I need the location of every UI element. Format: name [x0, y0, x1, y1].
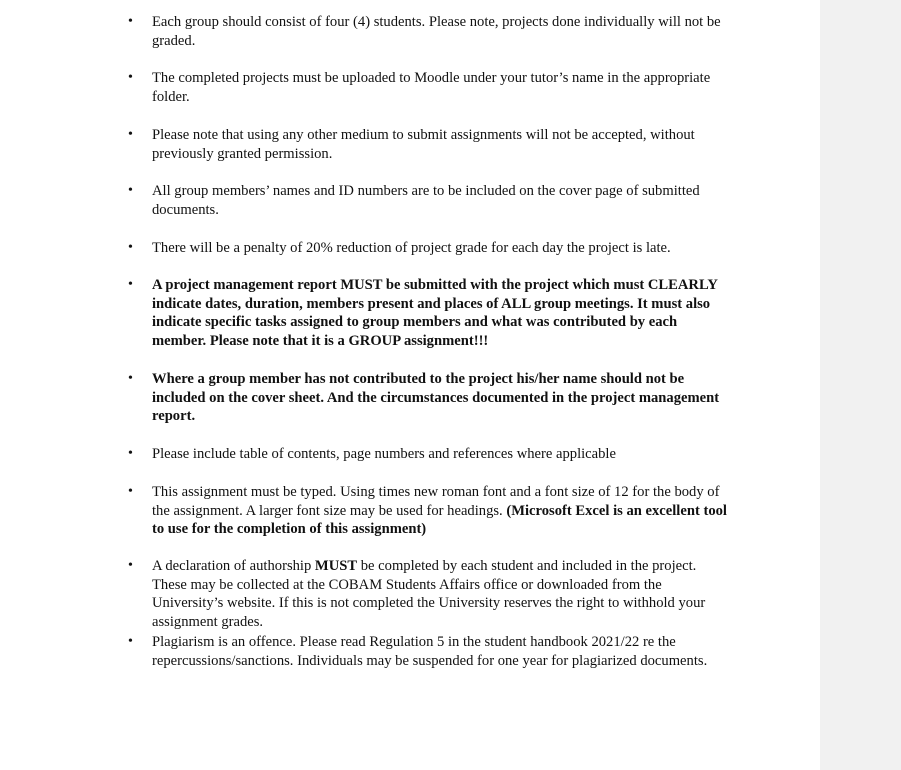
- item-text-bold: Where a group member has not contributed to the project his/her name should not be included on the cover sheet. And the circumstances documented in the project management report.: [152, 371, 720, 424]
- bullet-marker: •: [128, 277, 133, 292]
- list-item: [128, 13, 727, 50]
- bullet-marker: •: [128, 70, 133, 85]
- list-item: [128, 557, 727, 631]
- bullet-marker: •: [128, 371, 133, 386]
- item-text: A declaration of authorship: [152, 558, 315, 574]
- bullet-marker: •: [128, 14, 133, 29]
- item-text: The completed projects must be uploaded to Moodle under your tutor’s name in the appropriate folder.: [152, 70, 711, 105]
- bullet-marker: •: [128, 446, 133, 461]
- item-text: Please include table of contents, page numbers and references where applicable: [152, 446, 616, 462]
- list-item: [128, 69, 727, 106]
- list-item: [128, 182, 727, 219]
- bullet-marker: •: [128, 127, 133, 142]
- item-text-bold: (Microsoft Excel is an excellent tool to use for the completion of this assignment): [152, 502, 727, 537]
- item-text: Plagiarism is an offence. Please read Regulation 5 in the student handbook 2021/22 re the repercussions/sanctions. Individuals may be suspended for one year for plagiarized documents.: [152, 634, 708, 669]
- list-item: [128, 483, 727, 539]
- bullet-marker: •: [128, 183, 133, 198]
- list-item: [128, 633, 727, 670]
- item-text: Each group should consist of four (4) students. Please note, projects done individually will not be graded.: [152, 14, 721, 49]
- item-text: be completed by each student and included in the project. These may be collected at the COBAM Students Affairs office or downloaded from the University’s website. If this is not completed the University reserves the right to withhold your assignment grades.: [152, 558, 706, 630]
- bullet-marker: •: [128, 558, 133, 573]
- bullet-marker: •: [128, 634, 133, 649]
- list-item: [128, 239, 727, 258]
- item-text: There will be a penalty of 20% reduction of project grade for each day the project is late.: [152, 240, 671, 256]
- list-item: [128, 126, 727, 163]
- item-text-bold: A project management report MUST be submitted with the project which must CLEARLY indicate dates, duration, members present and places of ALL group meetings. It must also indicate specific tasks assigned to group members and what was contributed by each member. Please note that it is a GROUP assignment!!!: [152, 277, 718, 349]
- list-item: [128, 276, 727, 350]
- item-text: Please note that using any other medium to submit assignments will not be accepted, without previously granted permission.: [152, 127, 695, 162]
- bullet-marker: •: [128, 240, 133, 255]
- viewer-background: [820, 0, 901, 770]
- bullet-marker: •: [128, 484, 133, 499]
- item-text-bold: MUST: [314, 558, 358, 574]
- item-text: All group members’ names and ID numbers are to be included on the cover page of submitted documents.: [152, 183, 700, 218]
- item-text: This assignment must be typed. Using times new roman font and a font size of 12 for the body of the assignment. A larger font size may be used for headings.: [152, 484, 720, 519]
- list-item: [128, 370, 727, 426]
- list-item: [128, 445, 727, 464]
